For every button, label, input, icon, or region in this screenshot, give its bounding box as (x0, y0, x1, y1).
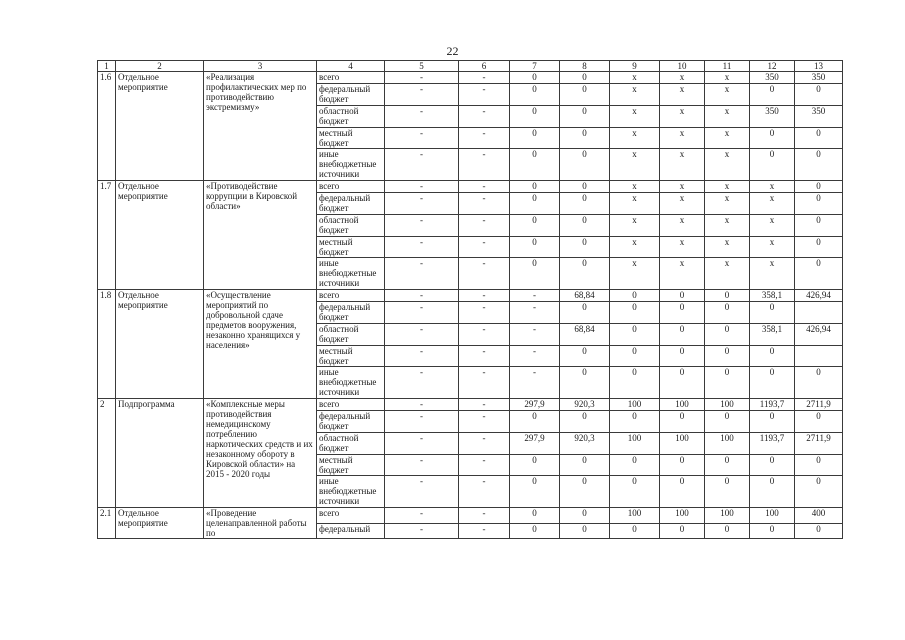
value-cell: 426,94 (795, 324, 843, 346)
value-cell: - (385, 237, 459, 258)
value-cell: 0 (795, 476, 843, 508)
column-number-8: 8 (560, 61, 610, 72)
value-cell: 920,3 (560, 433, 610, 455)
value-cell: 0 (510, 128, 560, 149)
value-cell: 0 (660, 455, 705, 476)
funding-source: областной бюджет (317, 324, 385, 346)
value-cell: х (610, 128, 660, 149)
value-cell: - (385, 302, 459, 324)
value-cell: 0 (610, 523, 660, 539)
column-number-6: 6 (459, 61, 510, 72)
funding-source: всего (317, 399, 385, 411)
value-cell: 2711,9 (795, 399, 843, 411)
value-cell: 0 (750, 455, 795, 476)
value-cell: - (385, 367, 459, 399)
value-cell: 297,9 (510, 399, 560, 411)
value-cell: - (459, 346, 510, 367)
value-cell: - (459, 367, 510, 399)
value-cell: 0 (705, 367, 750, 399)
table-row (98, 181, 843, 193)
value-cell: 0 (660, 367, 705, 399)
value-cell: 0 (560, 149, 610, 181)
column-number-3: 3 (204, 61, 317, 72)
value-cell: 0 (795, 411, 843, 433)
value-cell: х (660, 258, 705, 290)
value-cell: 0 (560, 476, 610, 508)
value-cell: - (510, 324, 560, 346)
value-cell: х (660, 237, 705, 258)
value-cell: 0 (705, 290, 750, 302)
value-cell: - (385, 84, 459, 106)
value-cell (795, 302, 843, 324)
value-cell: - (459, 258, 510, 290)
value-cell: - (385, 290, 459, 302)
group-code: 1.8 (98, 290, 116, 399)
value-cell: 0 (610, 324, 660, 346)
value-cell: 0 (795, 181, 843, 193)
funding-source: иные внебюджетные источники (317, 367, 385, 399)
value-cell: х (750, 193, 795, 215)
value-cell: 0 (795, 237, 843, 258)
value-cell: - (385, 324, 459, 346)
value-cell: х (660, 215, 705, 237)
value-cell: х (750, 181, 795, 193)
column-number-11: 11 (705, 61, 750, 72)
value-cell: 0 (560, 367, 610, 399)
value-cell: 0 (660, 324, 705, 346)
value-cell: 0 (560, 523, 610, 539)
value-cell: 0 (610, 290, 660, 302)
value-cell: 100 (705, 399, 750, 411)
value-cell: х (660, 128, 705, 149)
value-cell: - (459, 324, 510, 346)
value-cell: 0 (610, 367, 660, 399)
value-cell: 426,94 (795, 290, 843, 302)
value-cell: 358,1 (750, 290, 795, 302)
value-cell: - (385, 149, 459, 181)
column-number-2: 2 (116, 61, 204, 72)
value-cell: 0 (560, 128, 610, 149)
value-cell: 0 (750, 149, 795, 181)
value-cell: - (459, 193, 510, 215)
value-cell: 0 (510, 411, 560, 433)
value-cell: - (385, 523, 459, 539)
value-cell: - (510, 367, 560, 399)
value-cell: 0 (795, 455, 843, 476)
value-cell: х (610, 149, 660, 181)
value-cell: - (459, 84, 510, 106)
value-cell: - (510, 346, 560, 367)
value-cell: - (459, 290, 510, 302)
value-cell: 0 (795, 84, 843, 106)
value-cell: - (385, 72, 459, 84)
value-cell: 0 (610, 346, 660, 367)
value-cell: 100 (660, 399, 705, 411)
value-cell: 0 (705, 411, 750, 433)
value-cell: 0 (560, 302, 610, 324)
value-cell: - (459, 181, 510, 193)
table-row (98, 508, 843, 524)
funding-source: областной бюджет (317, 215, 385, 237)
value-cell: - (459, 455, 510, 476)
value-cell: 0 (610, 455, 660, 476)
funding-source: иные внебюджетные источники (317, 476, 385, 508)
column-number-12: 12 (750, 61, 795, 72)
value-cell: х (610, 215, 660, 237)
group-name: «Проведение целенаправленной работы по (204, 508, 317, 539)
value-cell: 0 (750, 523, 795, 539)
value-cell: - (385, 106, 459, 128)
value-cell: 0 (705, 324, 750, 346)
value-cell: х (660, 149, 705, 181)
value-cell: 0 (660, 523, 705, 539)
value-cell: 100 (705, 433, 750, 455)
value-cell: 0 (560, 84, 610, 106)
value-cell: 0 (660, 302, 705, 324)
value-cell: - (385, 455, 459, 476)
value-cell: 0 (560, 258, 610, 290)
value-cell: 100 (610, 399, 660, 411)
value-cell: - (385, 181, 459, 193)
column-number-row (98, 61, 843, 72)
value-cell: 0 (510, 508, 560, 524)
group-code: 1.6 (98, 72, 116, 181)
value-cell: 0 (610, 476, 660, 508)
value-cell: - (385, 399, 459, 411)
value-cell: х (660, 72, 705, 84)
value-cell: - (510, 302, 560, 324)
value-cell: - (510, 290, 560, 302)
value-cell: 0 (560, 411, 610, 433)
funding-source: всего (317, 290, 385, 302)
value-cell: 0 (510, 181, 560, 193)
value-cell: 0 (510, 523, 560, 539)
group-name: «Противодействие коррупции в Кировской области» (204, 181, 317, 290)
value-cell: х (705, 106, 750, 128)
value-cell: 0 (750, 128, 795, 149)
value-cell: 0 (705, 346, 750, 367)
value-cell: х (610, 106, 660, 128)
value-cell: 350 (750, 72, 795, 84)
funding-source: федеральный бюджет (317, 302, 385, 324)
group-name: «Реализация профилактических мер по противодействию экстремизму» (204, 72, 317, 181)
table-row (98, 72, 843, 84)
value-cell: 0 (705, 523, 750, 539)
column-number-13: 13 (795, 61, 843, 72)
value-cell: х (705, 215, 750, 237)
value-cell: х (610, 237, 660, 258)
value-cell: 350 (795, 106, 843, 128)
table-row (98, 290, 843, 302)
value-cell: х (705, 193, 750, 215)
funding-source: федеральный бюджет (317, 193, 385, 215)
value-cell: 0 (510, 455, 560, 476)
value-cell: х (660, 84, 705, 106)
value-cell: - (385, 128, 459, 149)
value-cell: 100 (660, 433, 705, 455)
value-cell: - (385, 258, 459, 290)
value-cell: 0 (795, 215, 843, 237)
value-cell: 100 (750, 508, 795, 524)
value-cell: х (705, 149, 750, 181)
value-cell: - (459, 72, 510, 84)
value-cell: 0 (560, 455, 610, 476)
value-cell: х (705, 84, 750, 106)
funding-source: местный бюджет (317, 237, 385, 258)
value-cell: х (660, 193, 705, 215)
value-cell: - (459, 508, 510, 524)
funding-source: областной бюджет (317, 106, 385, 128)
value-cell: 0 (660, 290, 705, 302)
value-cell: 100 (660, 508, 705, 524)
funding-source: всего (317, 72, 385, 84)
group-code: 1.7 (98, 181, 116, 290)
value-cell: х (705, 258, 750, 290)
value-cell: 0 (560, 106, 610, 128)
group-name: «Комплексные меры противодействия немедицинскому потреблению наркотических средств и их незаконному обороту в Кировской области» на 2015 - 2020 годы (204, 399, 317, 508)
value-cell: 0 (610, 411, 660, 433)
value-cell: х (610, 181, 660, 193)
value-cell: - (385, 433, 459, 455)
value-cell: - (459, 237, 510, 258)
value-cell: х (610, 72, 660, 84)
value-cell: х (660, 106, 705, 128)
table-row (98, 399, 843, 411)
value-cell: - (385, 346, 459, 367)
value-cell: х (705, 181, 750, 193)
value-cell: 920,3 (560, 399, 610, 411)
value-cell: 0 (795, 128, 843, 149)
value-cell: 0 (705, 476, 750, 508)
value-cell: - (459, 476, 510, 508)
value-cell: 0 (560, 215, 610, 237)
value-cell: 0 (750, 346, 795, 367)
value-cell: 350 (795, 72, 843, 84)
value-cell: 0 (510, 258, 560, 290)
group-status: Отдельное мероприятие (116, 290, 204, 399)
page-number: 22 (446, 44, 459, 58)
value-cell: 0 (795, 149, 843, 181)
value-cell: 0 (510, 149, 560, 181)
value-cell: 0 (560, 346, 610, 367)
value-cell: - (459, 433, 510, 455)
value-cell: 0 (560, 508, 610, 524)
value-cell: - (459, 523, 510, 539)
funding-source: всего (317, 181, 385, 193)
value-cell: 0 (750, 302, 795, 324)
value-cell: 0 (750, 411, 795, 433)
group-status: Отдельное мероприятие (116, 72, 204, 181)
funding-table (97, 60, 843, 539)
column-number-9: 9 (610, 61, 660, 72)
group-code: 2.1 (98, 508, 116, 539)
value-cell: х (705, 128, 750, 149)
group-name: «Осуществление мероприятий по добровольной сдаче предметов вооружения, незаконно хранящихся у населения» (204, 290, 317, 399)
value-cell: х (750, 258, 795, 290)
value-cell: 0 (795, 367, 843, 399)
value-cell: 0 (705, 455, 750, 476)
value-cell: 0 (795, 193, 843, 215)
value-cell: 400 (795, 508, 843, 524)
value-cell: х (610, 84, 660, 106)
funding-source: федеральный (317, 523, 385, 539)
value-cell: 0 (610, 302, 660, 324)
value-cell: - (459, 149, 510, 181)
value-cell: 0 (795, 258, 843, 290)
value-cell: - (385, 411, 459, 433)
value-cell: 0 (560, 72, 610, 84)
value-cell: 0 (660, 476, 705, 508)
value-cell: 0 (560, 237, 610, 258)
value-cell: 0 (660, 411, 705, 433)
group-status: Отдельное мероприятие (116, 508, 204, 539)
value-cell: 100 (705, 508, 750, 524)
value-cell: 68,84 (560, 324, 610, 346)
value-cell: 0 (660, 346, 705, 367)
value-cell: 1193,7 (750, 433, 795, 455)
group-status: Подпрограмма (116, 399, 204, 508)
value-cell: - (385, 193, 459, 215)
value-cell: 0 (510, 215, 560, 237)
value-cell: 0 (510, 193, 560, 215)
value-cell: - (459, 128, 510, 149)
funding-source: иные внебюджетные источники (317, 149, 385, 181)
column-number-5: 5 (385, 61, 459, 72)
value-cell: 350 (750, 106, 795, 128)
group-status: Отдельное мероприятие (116, 181, 204, 290)
value-cell: 0 (510, 476, 560, 508)
column-number-1: 1 (98, 61, 116, 72)
value-cell: 68,84 (560, 290, 610, 302)
value-cell: 1193,7 (750, 399, 795, 411)
value-cell: 0 (795, 523, 843, 539)
value-cell: 0 (510, 84, 560, 106)
value-cell: х (705, 72, 750, 84)
value-cell: 0 (750, 84, 795, 106)
funding-source: местный бюджет (317, 128, 385, 149)
value-cell: - (459, 215, 510, 237)
value-cell: - (385, 476, 459, 508)
value-cell: х (660, 181, 705, 193)
value-cell: х (610, 193, 660, 215)
value-cell: 0 (705, 302, 750, 324)
value-cell (795, 346, 843, 367)
value-cell: - (385, 215, 459, 237)
funding-source: областной бюджет (317, 433, 385, 455)
funding-source: иные внебюджетные источники (317, 258, 385, 290)
value-cell: 0 (750, 476, 795, 508)
value-cell: х (610, 258, 660, 290)
value-cell: 358,1 (750, 324, 795, 346)
column-number-10: 10 (660, 61, 705, 72)
value-cell: - (459, 106, 510, 128)
funding-source: федеральный бюджет (317, 411, 385, 433)
value-cell: 0 (510, 106, 560, 128)
value-cell: х (750, 237, 795, 258)
value-cell: - (459, 399, 510, 411)
value-cell: 0 (560, 181, 610, 193)
value-cell: х (705, 237, 750, 258)
funding-source: федеральный бюджет (317, 84, 385, 106)
value-cell: 0 (510, 72, 560, 84)
value-cell: 0 (750, 367, 795, 399)
value-cell: х (750, 215, 795, 237)
value-cell: 100 (610, 433, 660, 455)
value-cell: 2711,9 (795, 433, 843, 455)
funding-source: местный бюджет (317, 455, 385, 476)
funding-source: всего (317, 508, 385, 524)
column-number-7: 7 (510, 61, 560, 72)
value-cell: 0 (510, 237, 560, 258)
group-code: 2 (98, 399, 116, 508)
funding-source: местный бюджет (317, 346, 385, 367)
value-cell: 100 (610, 508, 660, 524)
value-cell: 297,9 (510, 433, 560, 455)
value-cell: - (459, 411, 510, 433)
value-cell: - (459, 302, 510, 324)
column-number-4: 4 (317, 61, 385, 72)
value-cell: - (385, 508, 459, 524)
value-cell: 0 (560, 193, 610, 215)
